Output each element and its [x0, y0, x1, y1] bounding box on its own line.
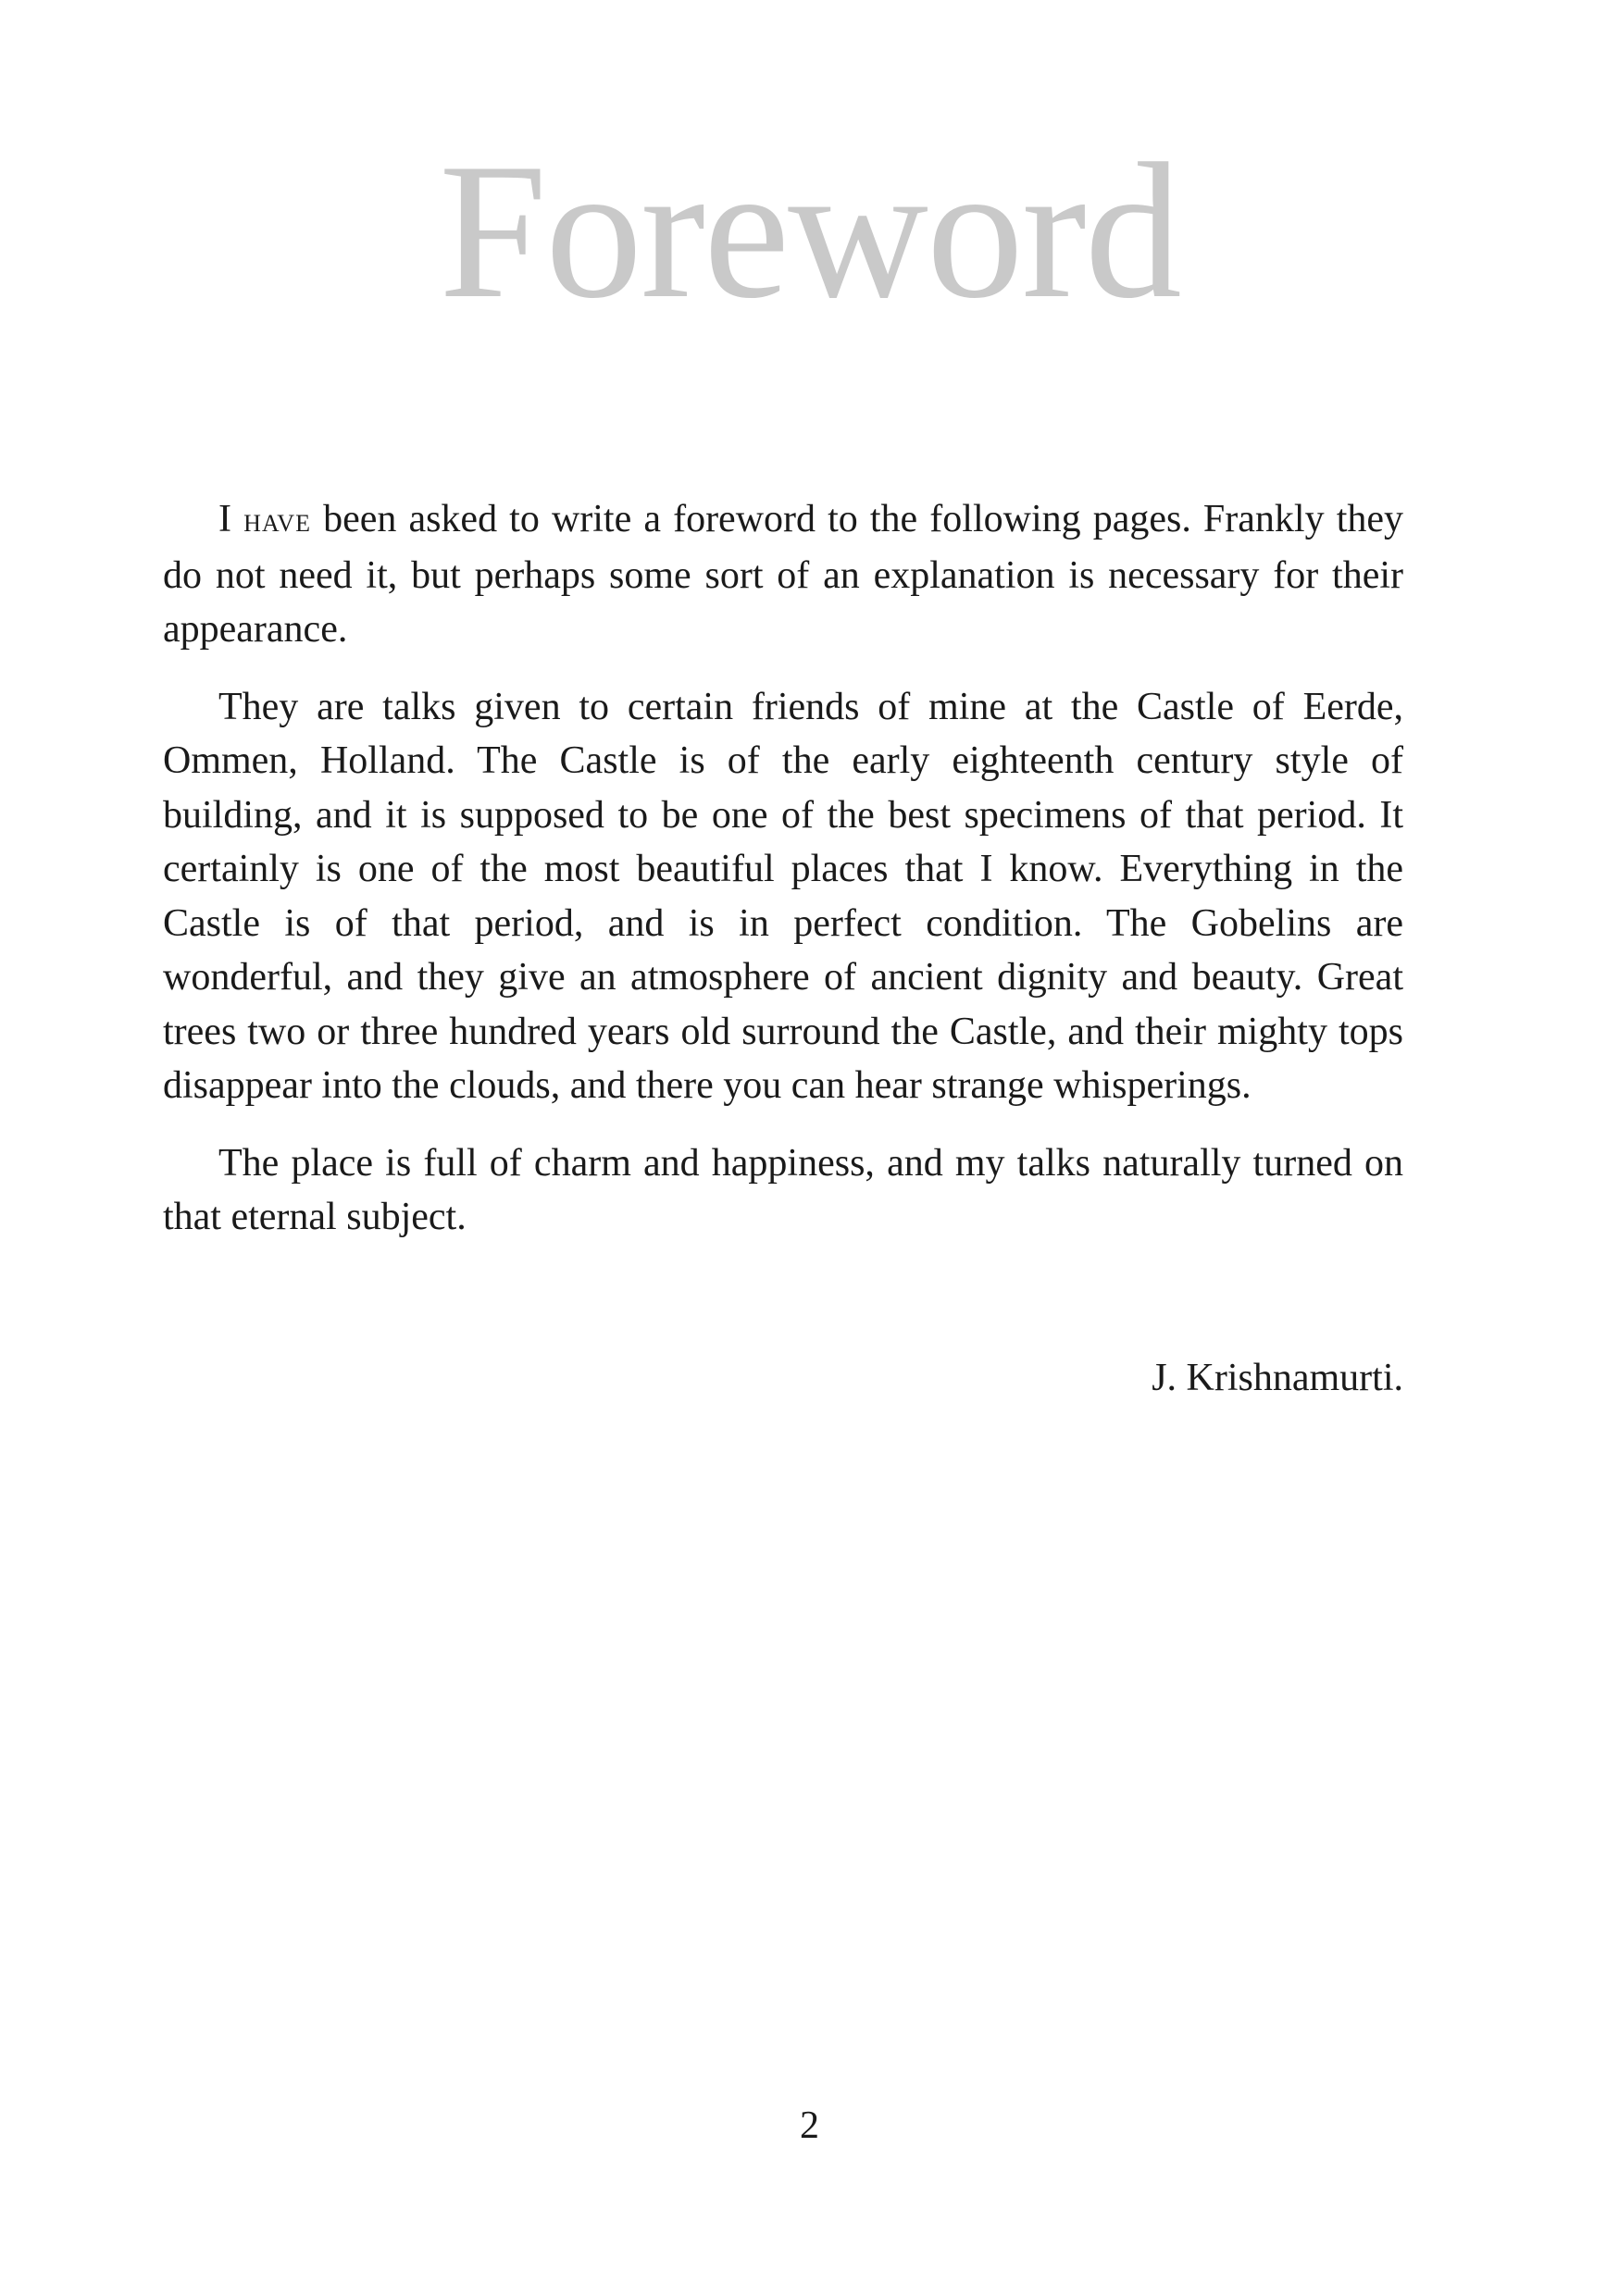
paragraph-1-rest: been asked to write a foreword to the following pages. Frankly they do not need it, but perhaps some sort of an explanation is necessary for their appearance. — [163, 498, 1403, 651]
paragraph-2: They are talks given to certain friends of mine at the Castle of Eerde, Ommen, Holland. The Castle is of the early eighteenth century style of building, and it is supposed to be one of the best specimens of that period. It certainly is one of the most beautiful places that I know. Everything in the Castle is of that period, and is in perfect condition. The Gobelins are wonderful, and they give an atmosphere of ancient dignity and beauty. Great trees two or three hundred years old surround the Castle, and their mighty tops disappear into the clouds, and there you can hear strange whisperings. — [163, 685, 1403, 1107]
paragraph-3: The place is full of charm and happiness, and my talks naturally turned on that eternal subject. — [163, 1141, 1403, 1238]
page-title: Foreword — [439, 124, 1180, 339]
paragraph-1-smallcaps: have — [243, 502, 311, 540]
foreword-body — [163, 492, 1403, 1268]
page-number: 2 — [800, 2104, 819, 2147]
paragraph-1 — [163, 492, 1403, 657]
author-signature: J. Krishnamurti. — [1152, 1357, 1403, 1399]
paragraph-1-lead: I — [218, 498, 231, 540]
